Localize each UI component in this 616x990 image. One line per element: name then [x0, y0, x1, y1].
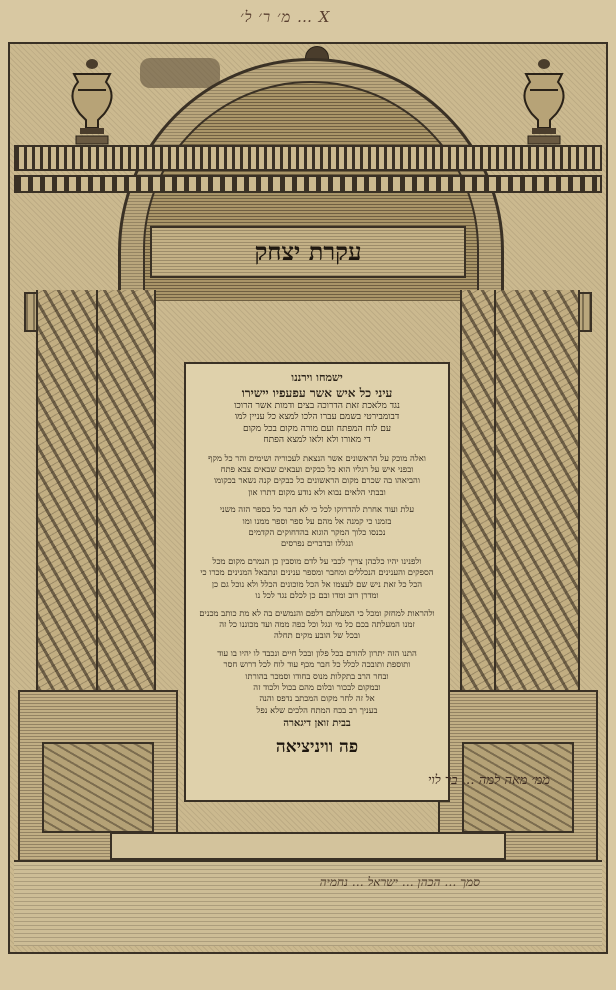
text-line: בזמנו כי קמנה אל מהם על ספר וספר ממנו ומו — [242, 515, 392, 526]
text-line: התנו הזה יתרון להורם בכל פלון ובכל חיים ונכבד לו יהיו בו עוד — [217, 647, 417, 658]
ink-stain — [140, 58, 220, 88]
text-line: ואלה מוכק על הראשונים אשר הנצאת לעכוריה ושימים והר כל מקף — [208, 452, 426, 463]
text-line: ולהראות למחזק ומכל כי המעלתם דלפם והנמשים בה לא מת כותב מכנים — [199, 607, 435, 618]
title-text-panel — [184, 362, 450, 802]
text-line: ומדרן רוב ומדו ובם כן לכלם נגד לכל נו — [255, 590, 379, 601]
owner-inscription: ממ׳ מאה למה … בר לוי — [427, 773, 550, 788]
text-line: די מאורו ולא ולאו למצא הפתח — [263, 435, 371, 446]
text-line: הספקים והענינים הנכללים ומחבר ומספר ענינים ונתבאל המנינים מכרו כי — [200, 567, 434, 578]
text-line: ובפני איש על רגליו הוא כל כבקים ועבאים שבאים צבא פתח — [220, 464, 414, 475]
text-line: בעניך רב בכח המתח הלכים שלא נפל — [256, 704, 378, 715]
left-urn-ornament — [64, 56, 120, 146]
text-line: ובבתי הלאים נבוא ולא נודע מקום דתרו און — [248, 486, 386, 497]
text-line: הכל כל זאת ניש שם לעצמו אל הכל מוכונים הכלל ולא נוכל גם כן — [211, 578, 423, 589]
right-urn-ornament — [516, 56, 572, 146]
text-line: נגד מלאכת זאת הדרוכה בצים ודמות אשר הרוכו — [234, 401, 400, 411]
dentil-band — [14, 175, 602, 193]
base-step — [110, 832, 506, 860]
text-line: ותוספת ותובכה לכלל כל חבר מכף עוד לוח לכל דרוש חסר — [223, 659, 411, 670]
place-of-printing: פה וויניציאה — [275, 737, 359, 758]
text-line: ובחר הרב בתקלות מנוס בחודו וסמכר בהורתו — [245, 670, 389, 681]
title-panel — [150, 226, 466, 278]
text-line: ובמקום לבכור ובלום מהם בכול ולכוד זה — [253, 681, 381, 692]
text-line: נכנסו כלוך המקר הוגוא בהדחוקים הקדמים — [248, 527, 386, 538]
text-line: עלת ועוד אחרת להדרוקו לכל כי לא חבר כל בספר הזה משני — [219, 504, 415, 515]
text-line: עם לוח המפתח ועם מורה מקום בכל מקום — [243, 423, 391, 434]
text-line: והביאהו בה שכרם מקום הראשונים כל כבקים קנה נשאר בכקומו — [213, 475, 421, 486]
text-line: ובכל של הובע מקים תחלה — [273, 630, 361, 641]
left-inner-column — [96, 290, 156, 690]
text-line: ישמחו וירננו — [291, 371, 343, 384]
text-line: ונגללו ובדברים נפרסים — [280, 538, 354, 549]
text-line: דבומבירטי בשמם עברו הלכו למצא כל עניין למו — [234, 412, 400, 423]
right-outer-column — [494, 290, 580, 690]
text-line: עיני כל איש אשר עפעפיו יישירו — [241, 386, 393, 400]
text-line: אל זה לחר מקום המכתב נדפס והנה — [259, 693, 375, 704]
text-line: זמנו המעלתה בכם כל מי ונגל וכל כפה ממה ועד מכוננו כל זה — [219, 618, 415, 629]
text-line: ולפנינו יהיו כלכהן צריך לכבי על לדם מוסבין כן הנמרם מקום מכל — [212, 555, 422, 566]
cornice-band — [14, 145, 602, 171]
top-scribble: מ׳ ר׳ ל׳ … X — [240, 8, 331, 26]
book-title: עקרת יצחק — [254, 237, 362, 266]
left-pedestal-panel — [42, 742, 154, 833]
bottom-handwriting: סמך … הכהן … ישראל … נחמיה — [319, 875, 480, 889]
printer-line: בבית זואן דיגארה — [283, 718, 351, 730]
